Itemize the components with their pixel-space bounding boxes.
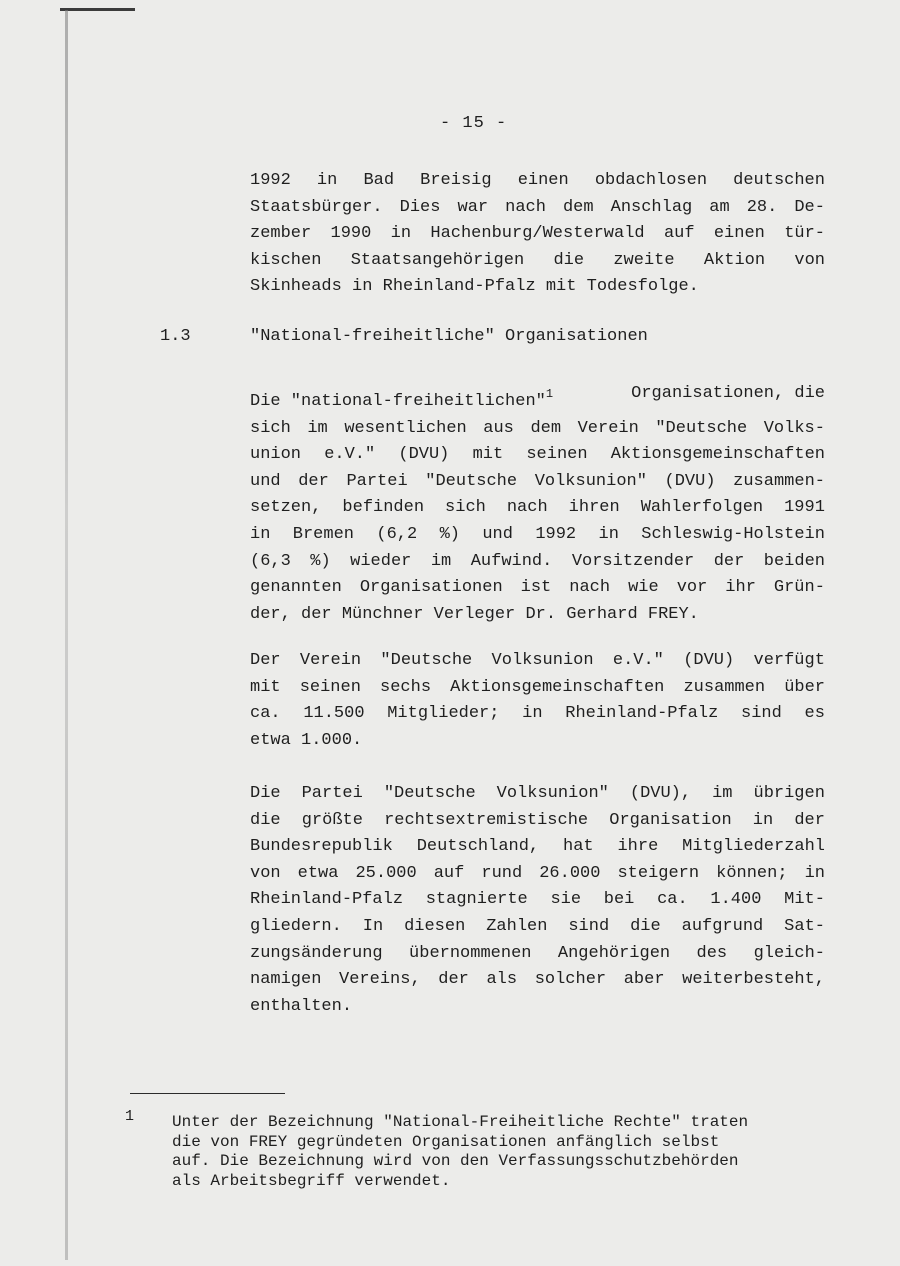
word: aus [483, 418, 514, 438]
word: Hachenburg/Westerwald [430, 224, 645, 244]
word: (DVU) [398, 445, 450, 465]
word: und [250, 471, 281, 491]
word: Mitgliederzahl [682, 837, 825, 857]
word: 28. [746, 197, 778, 217]
word: Mit- [784, 890, 825, 910]
word: Grün- [773, 578, 825, 598]
word: sich [445, 498, 486, 518]
word: zusammen [683, 677, 766, 697]
word: genannten [250, 578, 342, 598]
word: Sat- [784, 916, 825, 936]
word: in [598, 524, 619, 544]
word: in [752, 810, 774, 830]
text-line [250, 416, 825, 443]
word: Verein [299, 651, 362, 670]
footnote-rule [130, 1093, 285, 1094]
word: beiden [763, 551, 825, 571]
word: deutschen [733, 171, 825, 190]
word: 1991 [784, 498, 825, 518]
footnote-text [172, 1113, 822, 1191]
word: 1992 [535, 524, 577, 544]
word: Wahlerfolgen [640, 498, 764, 518]
word: (6,2 [376, 524, 418, 544]
word: etwa 1.000. [250, 730, 363, 750]
text-line [250, 887, 825, 914]
text-line [250, 549, 825, 576]
scan-edge-top [60, 8, 135, 11]
word: Aktionsgemeinschaften [610, 445, 825, 465]
word: wesentlichen [344, 418, 467, 438]
text-line [250, 994, 825, 1021]
word: Organisationen [359, 578, 503, 598]
word: einen [517, 171, 569, 190]
word: war [457, 197, 489, 217]
word: übrigen [753, 784, 825, 803]
text-line [250, 648, 825, 675]
page-number: - 15 - [440, 114, 508, 133]
word: in [522, 704, 543, 724]
word: 1.400 [710, 890, 762, 910]
word: zember [250, 224, 312, 244]
word: Breisig [420, 171, 492, 190]
word: dem [530, 418, 562, 438]
text-line [250, 781, 825, 808]
word: es [804, 704, 825, 724]
text-line [250, 834, 825, 861]
word: %) [310, 551, 331, 571]
word: solcher [534, 970, 607, 990]
word: ist [520, 578, 552, 598]
word: Bundesrepublik [250, 837, 393, 857]
word: ihren [568, 498, 620, 518]
word: seinen [299, 677, 361, 697]
text-line [250, 701, 825, 728]
word: tür- [784, 224, 825, 244]
word: im [712, 784, 733, 803]
word: In [362, 916, 384, 936]
word: "Deutsche [425, 471, 518, 491]
word: Staatsbürger. [250, 197, 383, 217]
word: Aufwind. [470, 551, 553, 571]
word: von [794, 250, 825, 270]
footnote-reference: 1 [545, 387, 554, 401]
footnote-marker: 1 [125, 1108, 135, 1125]
text-line [250, 914, 825, 941]
word: weiterbesteht, [682, 970, 825, 990]
word: Anschlag [610, 197, 693, 217]
word: Deutschland, [416, 837, 540, 857]
word: wieder [350, 551, 412, 571]
word: Partei [301, 784, 363, 803]
word: auf [433, 863, 465, 883]
text-line [250, 861, 825, 888]
word: Bremen [292, 524, 354, 544]
word: Volksunion" [496, 784, 609, 803]
word: gleich- [753, 943, 825, 963]
word: sich [250, 418, 291, 438]
word: die [553, 250, 585, 270]
text-line [250, 495, 825, 522]
word: aber [623, 970, 665, 990]
text-line [250, 575, 825, 602]
text-line [250, 522, 825, 549]
section-number: 1.3 [160, 327, 191, 346]
text-line [250, 274, 825, 301]
word: De- [794, 197, 825, 217]
section-title: "National-freiheitliche" Organisationen [250, 327, 648, 346]
word: nach [505, 197, 546, 217]
word: Volks- [763, 418, 825, 438]
word: Partei [346, 471, 408, 491]
word: Volksunion" [534, 471, 647, 491]
word: (6,3 [250, 551, 291, 571]
paragraph-1-body [250, 416, 825, 629]
word: ihr [725, 578, 756, 598]
word: rechtsextremistische [384, 810, 589, 830]
word: e.V." [612, 651, 664, 670]
word: sind [741, 704, 782, 724]
scan-edge-left [65, 10, 68, 1260]
word: obdachlosen [594, 171, 708, 190]
word: stagnierte [425, 890, 528, 910]
word: Staatsangehörigen [350, 250, 525, 270]
word: zungsänderung [250, 943, 383, 963]
word: 1990 [330, 224, 372, 244]
word: über [784, 677, 825, 697]
word: Mitglieder; [387, 704, 500, 724]
word: Die [250, 784, 281, 803]
text-line [250, 941, 825, 968]
word: der, der Münchner Verleger Dr. Gerhard FREY. [250, 604, 699, 624]
text-line [250, 469, 825, 496]
word: Verein [577, 418, 639, 438]
word: wie [628, 578, 659, 598]
text-line [250, 808, 825, 835]
word: Skinheads in Rheinland-Pfalz mit Todesfolge. [250, 277, 699, 297]
word: im [430, 551, 452, 571]
word: "Deutsche [655, 418, 748, 438]
text-line [250, 195, 825, 222]
word: 11.500 [303, 704, 365, 724]
text-line [250, 728, 825, 755]
word: setzen, [250, 498, 322, 518]
word: kischen [250, 250, 322, 270]
text-line [250, 675, 825, 702]
word: 1992 [250, 171, 291, 190]
word: Angehörigen [557, 943, 671, 963]
footnote-line: als Arbeitsbegriff verwendet. [172, 1171, 451, 1190]
paragraph-3 [250, 781, 825, 1020]
word: (DVU), [629, 784, 692, 803]
word: Vorsitzender [571, 551, 695, 571]
word: der [438, 970, 469, 990]
word: befinden [342, 498, 425, 518]
word: in [250, 524, 271, 544]
word: ihre [617, 837, 659, 857]
word: Organisation [609, 810, 732, 830]
word: Bad [363, 171, 395, 190]
word: in [390, 224, 412, 244]
word: sechs [380, 677, 432, 697]
first-line-start: Die "national-freiheitlichen"$^1$ [250, 387, 554, 411]
word: etwa [297, 863, 339, 883]
word: verfügt [753, 651, 825, 670]
paragraph-2 [250, 648, 825, 754]
word: vor [676, 578, 708, 598]
word: 25.000 [355, 863, 417, 883]
word: Schleswig-Holstein [641, 524, 825, 544]
word: als [486, 970, 518, 990]
word: nach [569, 578, 611, 598]
word: gliedern. [250, 916, 342, 936]
word: namigen [250, 970, 322, 990]
word: mit [250, 677, 281, 697]
word: Zahlen [486, 916, 548, 936]
word: in [316, 171, 338, 190]
word: einen [713, 224, 765, 244]
footnote-line: die von FREY gegründeten Organisationen anfänglich selbst [172, 1132, 720, 1151]
word: nach [506, 498, 548, 518]
word: Vereins, [339, 970, 421, 990]
paragraph-1 [250, 381, 825, 628]
word: "Deutsche [380, 651, 473, 670]
word: dem [562, 197, 594, 217]
word: rund [481, 863, 523, 883]
text-line [250, 442, 825, 469]
word: größte [301, 810, 363, 830]
word: 26.000 [539, 863, 601, 883]
word: zweite [613, 250, 675, 270]
word: Aktionsgemeinschaften [450, 677, 665, 697]
first-line-end: Organisationen, die [631, 384, 825, 403]
word: "Deutsche [383, 784, 476, 803]
word: von [250, 863, 281, 883]
word: ca. [250, 704, 281, 724]
word: enthalten. [250, 996, 353, 1016]
word: Dies [399, 197, 441, 217]
word: Rheinland-Pfalz [565, 704, 719, 724]
footnote-line: auf. Die Bezeichnung wird von den Verfassungsschutzbehörden [172, 1152, 739, 1170]
word: e.V." [324, 445, 376, 465]
word: bei [603, 890, 635, 910]
word: der [713, 551, 745, 571]
word: und [482, 524, 513, 544]
word: Aktion [703, 250, 766, 270]
word: des [696, 943, 728, 963]
word: die [630, 916, 661, 936]
word: union [250, 445, 302, 465]
word: (DVU) [683, 651, 735, 670]
word: die [250, 810, 281, 830]
text-line [250, 248, 825, 275]
word: Volksunion [491, 651, 594, 670]
word: Rheinland-Pfalz [250, 890, 404, 910]
word: seinen [526, 445, 588, 465]
word: in [804, 863, 825, 883]
word: sie [550, 890, 582, 910]
word: hat [563, 837, 594, 857]
paragraph-1-first-line [250, 381, 825, 416]
word: diesen [404, 916, 466, 936]
word: mit [472, 445, 504, 465]
word: %) [439, 524, 460, 544]
text-line [250, 221, 825, 248]
word: der [794, 810, 825, 830]
word: (DVU) [664, 471, 716, 491]
word: aufgrund [681, 916, 764, 936]
intro-paragraph [250, 168, 825, 301]
word: zusammen- [733, 471, 825, 491]
word: Der [250, 651, 281, 670]
word: im [307, 418, 328, 438]
text-line [250, 967, 825, 994]
footnote-line: Unter der Bezeichnung "National-Freiheitliche Rechte" traten [172, 1113, 749, 1131]
word: auf [663, 224, 695, 244]
word: ca. [657, 890, 688, 910]
word: sind [568, 916, 610, 936]
word: am [709, 197, 730, 217]
text-line [250, 602, 825, 629]
word: übernommenen [409, 943, 532, 963]
text-line [250, 168, 825, 195]
word: steigern [617, 863, 700, 883]
word: der [298, 471, 329, 491]
word: können; [716, 863, 788, 883]
